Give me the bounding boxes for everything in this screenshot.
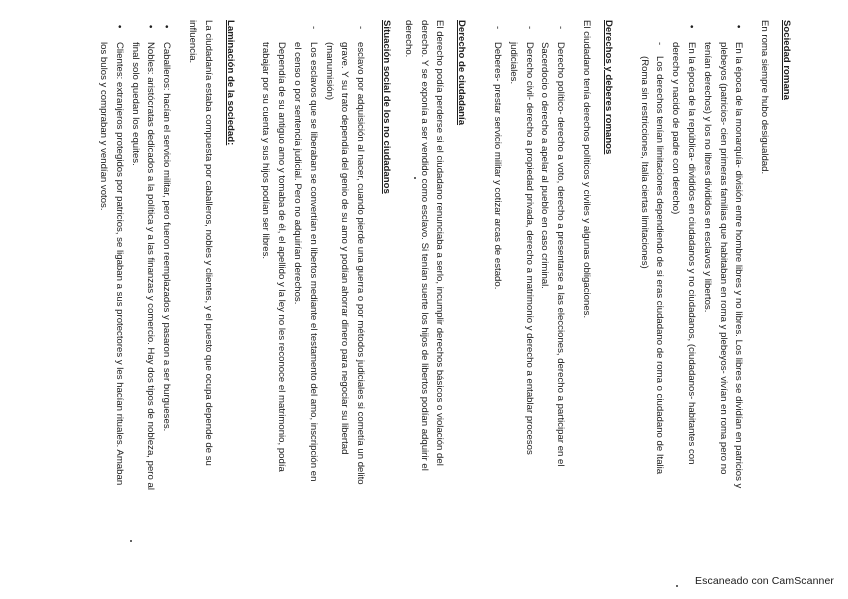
list-derechos-deberes [489, 20, 568, 490]
text-libertos-continuation: Dependía de su antiguo amo y tomaba de él, el apellido y la ley no les reconoce el matrimonio, podía trabajar por su cuenta y sus hijos podían ser libres. [260, 42, 288, 472]
list-item: - Derecho civil- derecho a propiedad privada, derecho a matrimonio y derecho a entablar procesos judiciales. [505, 20, 537, 490]
heading-derecho-ciudadania: Derecho de ciudadanía [456, 20, 468, 126]
list-item: - Los derechos tenían limitaciones dependiendo de si eras ciudadano de roma o ciudadano de Italia (Roma sin restricciones, Italia ciertas limitaciones) [636, 42, 668, 490]
heading-laminacion-sociedad: Laminación de la sociedad: [224, 20, 236, 146]
intro-derechos-deberes: El ciudadano tenía derechos políticos y civiles y algunas obligaciones. [581, 20, 593, 319]
list-laminacion-sociedad [95, 20, 174, 490]
camscanner-watermark: Escaneado con CamScanner [695, 575, 834, 587]
intro-laminacion-sociedad: La ciudadanía estaba compuesta por caballeros, nobles y clientes, y el puesto que ocupa depende de su influencia. [187, 20, 214, 466]
heading-situacion-no-ciudadanos: Situación social de los no ciudadanos [381, 20, 393, 194]
list-item: - Deberes- prestar servicio militar y cotizar arcas de estado. [489, 20, 505, 490]
heading-sociedad-romana: Sociedad romana [781, 20, 792, 100]
list-item: - Derecho político- derecho a voto, derecho a presentarse a las elecciones, derecho a participar en el Sacerdocio o derecho a apelar al pueblo en caso criminal. [537, 20, 569, 490]
heading-derechos-deberes: Derechos y deberes romanos [602, 20, 614, 155]
republica-sub-block [636, 20, 668, 490]
list-item: • En la época de la monarquía- división entre hombre libres y no libres. Los libres se dividían en patricios y plebeyos (patricios- cien primeras familias que habitaban en roma y plebeyos- vivían en roma pero no tenían derechos) y los no libres divididos en esclavos y libertos. [699, 20, 746, 490]
list-item: • Clientes: extranjeros protegidos por patricios, se ligaban a sus protectores y les hacían rituales. Amaban los bulos y compraban y vendían votos. [95, 20, 127, 490]
list-republica-limits [636, 42, 668, 490]
list-item: - esclavo por adquisición al nacer, cuando pierde una guerra o por métodos judiciales si cometía un delito grave. Y su trato dependía del genio de su amo y podían ahorrar dinero para negociar su libertad (manumisión) [321, 20, 368, 490]
rotated-document-content [74, 20, 794, 490]
scan-speck [414, 177, 416, 179]
list-sociedad-romana [667, 20, 746, 490]
intro-sociedad-romana: En roma siempre hubo desigualdad. [759, 20, 771, 175]
list-no-ciudadanos [289, 20, 368, 490]
text-derecho-ciudadania: El derecho podía perderse si el ciudadano renunciaba a serlo, incumplir derechos básicos o violación del derecho. Y se exponía a ser vendido como esclavo. Si tenían suerte los hijos de libertos podían adquirir el derecho. [402, 20, 446, 471]
scan-speck [676, 585, 678, 587]
list-item: • Caballeros: hacían el servicio militar, pero fueron reemplazados y pasaron a ser burgueses. [159, 20, 175, 490]
list-item: • Nobles: aristócratas dedicados a la política y a las finanzas y comercio. Hay dos tipos de nobleza, pero al final solo quedan los equites. [127, 20, 159, 490]
list-item: - Los esclavos que se liberaban se convertían en libertos mediante el testamento del amo, inscripción en el censo o por sentencia judicial. Pero no adquirían derechos. [289, 20, 321, 490]
list-item: • En la época de la república- divididos en ciudadanos y no ciudadanos, (ciudadanos- habitantes con derecho y nacido de padre con derecho) [667, 20, 699, 490]
scan-speck [130, 540, 132, 542]
